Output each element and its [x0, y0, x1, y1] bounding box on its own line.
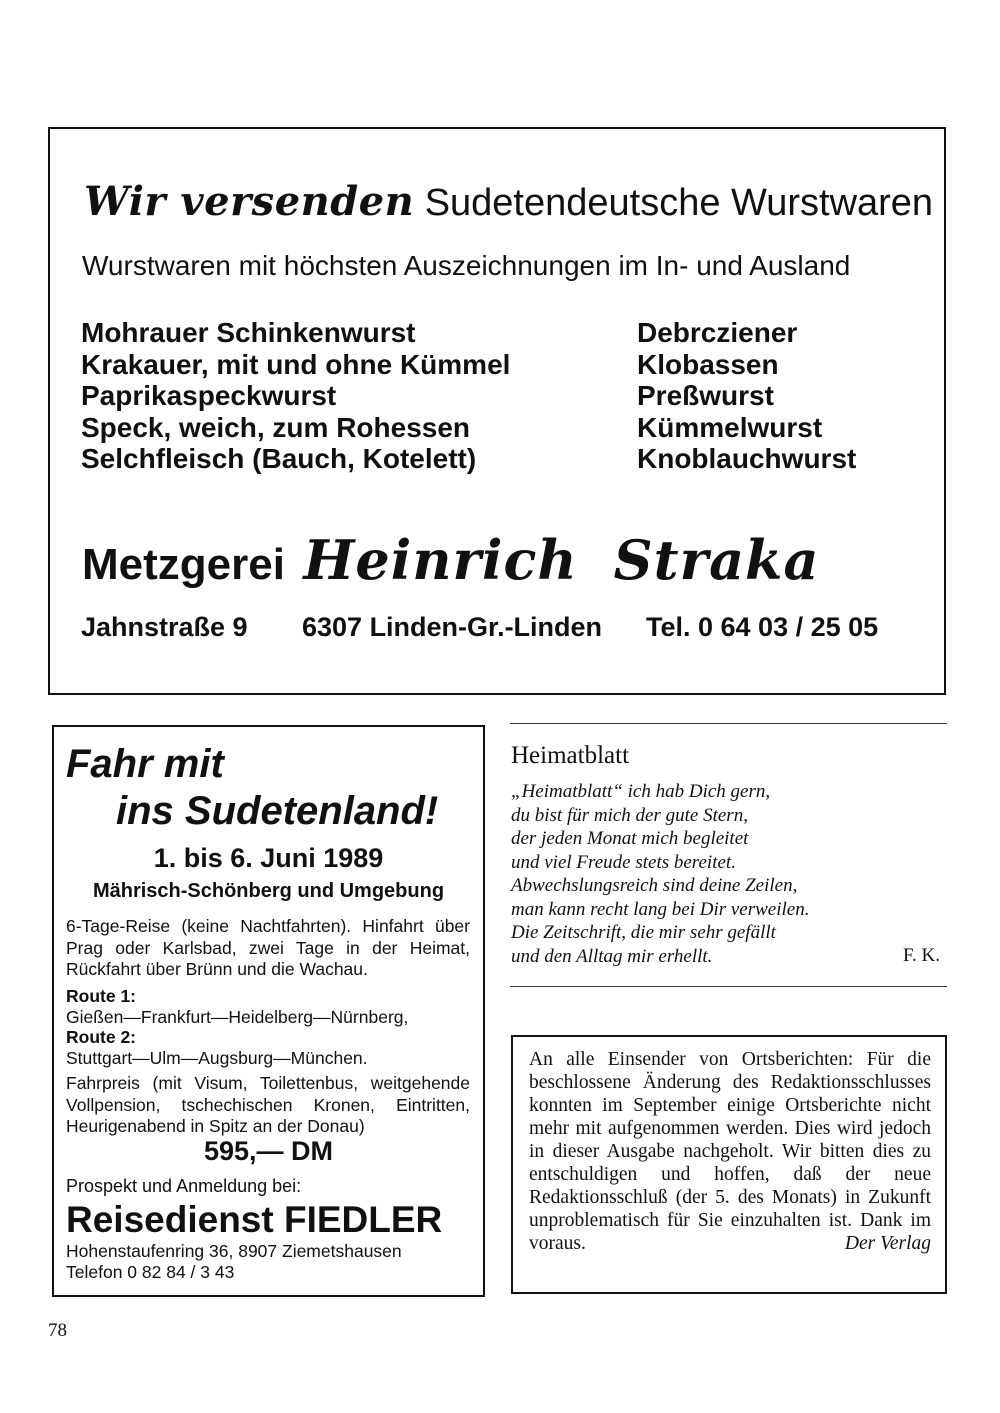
company-phone: Telefon 0 82 84 / 3 43	[66, 1262, 235, 1282]
route2-label: Route 2:	[66, 1027, 136, 1047]
poem-line: der jeden Monat mich begleitet	[511, 828, 749, 849]
poem-divider-top	[510, 723, 947, 724]
page-number: 78	[48, 1320, 67, 1341]
poem-lines	[511, 780, 809, 968]
poem-signature: F. K.	[903, 945, 941, 966]
owner-name	[303, 528, 819, 592]
poem-line: und viel Freude stets bereitet.	[511, 851, 736, 873]
poem-divider-bottom	[510, 986, 947, 987]
product-item: Debrcziener	[637, 317, 798, 348]
product-list-right	[637, 317, 856, 475]
product-item: Selchfleisch (Bauch, Kotelett)	[81, 443, 477, 474]
poem-title: Heimatblatt	[511, 742, 630, 769]
product-list-left	[81, 317, 510, 475]
company-contact	[66, 1241, 402, 1283]
shop-label: Metzgerei	[82, 540, 285, 589]
poem-line: man kann recht lang bei Dir verweilen.	[511, 898, 810, 920]
butcher-ad-subline: Wurstwaren mit höchsten Auszeichnungen im In- und Ausland	[82, 250, 851, 281]
shop-name	[82, 528, 819, 592]
poem-line: „Heimatblatt“ ich hab Dich gern,	[511, 781, 771, 802]
company-address: Hohenstaufenring 36, 8907 Ziemetshausen	[66, 1241, 402, 1261]
product-item: Knoblauchwurst	[637, 443, 857, 474]
poem-line: und den Alltag mir erhellt.	[511, 945, 713, 967]
poem-line: Abwechslungsreich sind deine Zeilen,	[511, 875, 798, 896]
trip-region: Mährisch-Schönberg und Umgebung	[92, 880, 445, 902]
owner-last-name: Straka	[613, 528, 820, 592]
product-item: Mohrauer Schinkenwurst	[81, 317, 416, 348]
poem-line: Die Zeitschrift, die mir sehr gefällt	[511, 922, 776, 943]
price-description: Fahrpreis (mit Visum, Toilettenbus, weitgehende Vollpension, tschechischen Kronen, Eintritten, Heurigenabend in Spitz an der Donau)	[66, 1073, 470, 1136]
trip-price: 595,— DM	[203, 1136, 334, 1166]
product-item: Klobassen	[637, 348, 779, 380]
shop-phone: Tel. 0 64 03 / 25 05	[646, 612, 879, 642]
product-item: Paprikaspeckwurst	[81, 380, 337, 411]
trip-description: 6-Tage-Reise (keine Nachtfahrten). Hinfahrt über Prag oder Karlsbad, zwei Tage in der Heimat, Rückfahrt über Brünn und die Wachau.	[66, 916, 470, 979]
owner-first-name: Heinrich	[303, 528, 578, 592]
prospekt-line: Prospekt und Anmeldung bei:	[66, 1176, 302, 1196]
product-item: Kümmelwurst	[637, 411, 823, 443]
shop-city: 6307 Linden-Gr.-Linden	[302, 612, 603, 642]
route1-text: Gießen—Frankfurt—Heidelberg—Nürnberg,	[66, 1007, 409, 1027]
butcher-ad-headline	[84, 178, 934, 225]
product-item: Speck, weich, zum Rohessen	[81, 411, 471, 443]
route2-text: Stuttgart—Ulm—Augsburg—München.	[66, 1048, 368, 1068]
shop-street: Jahnstraße 9	[81, 612, 248, 642]
notice-body: An alle Einsender von Ortsberichten: Für die beschlossene Änderung des Redaktionsschlusses konnten im September einige Ortsberichte nicht mehr mit aufgenommen werden. Dies wird jedoch in dieser Ausgabe nachgeholt. Wir bitten dies zu entschuldigen und hoffen, daß der neue Redaktionsschluß (der 5. des Monats) in Zukunft unproblematisch für Sie einzuhalten ist. Dank im voraus.	[529, 1049, 931, 1254]
headline-script-text: Wir versenden	[84, 178, 415, 225]
company-name: Reisedienst FIEDLER	[66, 1199, 443, 1240]
route1-label: Route 1:	[66, 986, 136, 1006]
poem-line: du bist für mich der gute Stern,	[511, 804, 748, 826]
notice-signature: Der Verlag	[844, 1233, 931, 1254]
headline-text: Sudetendeutsche Wurstwaren	[424, 182, 934, 224]
notice-text	[529, 1048, 931, 1255]
product-item: Preßwurst	[637, 380, 774, 411]
trip-title-line2: ins Sudetenland!	[116, 789, 439, 833]
trip-title-line1: Fahr mit	[66, 742, 224, 786]
product-item: Krakauer, mit und ohne Kümmel	[81, 348, 511, 380]
trip-dates: 1. bis 6. Juni 1989	[153, 843, 384, 873]
